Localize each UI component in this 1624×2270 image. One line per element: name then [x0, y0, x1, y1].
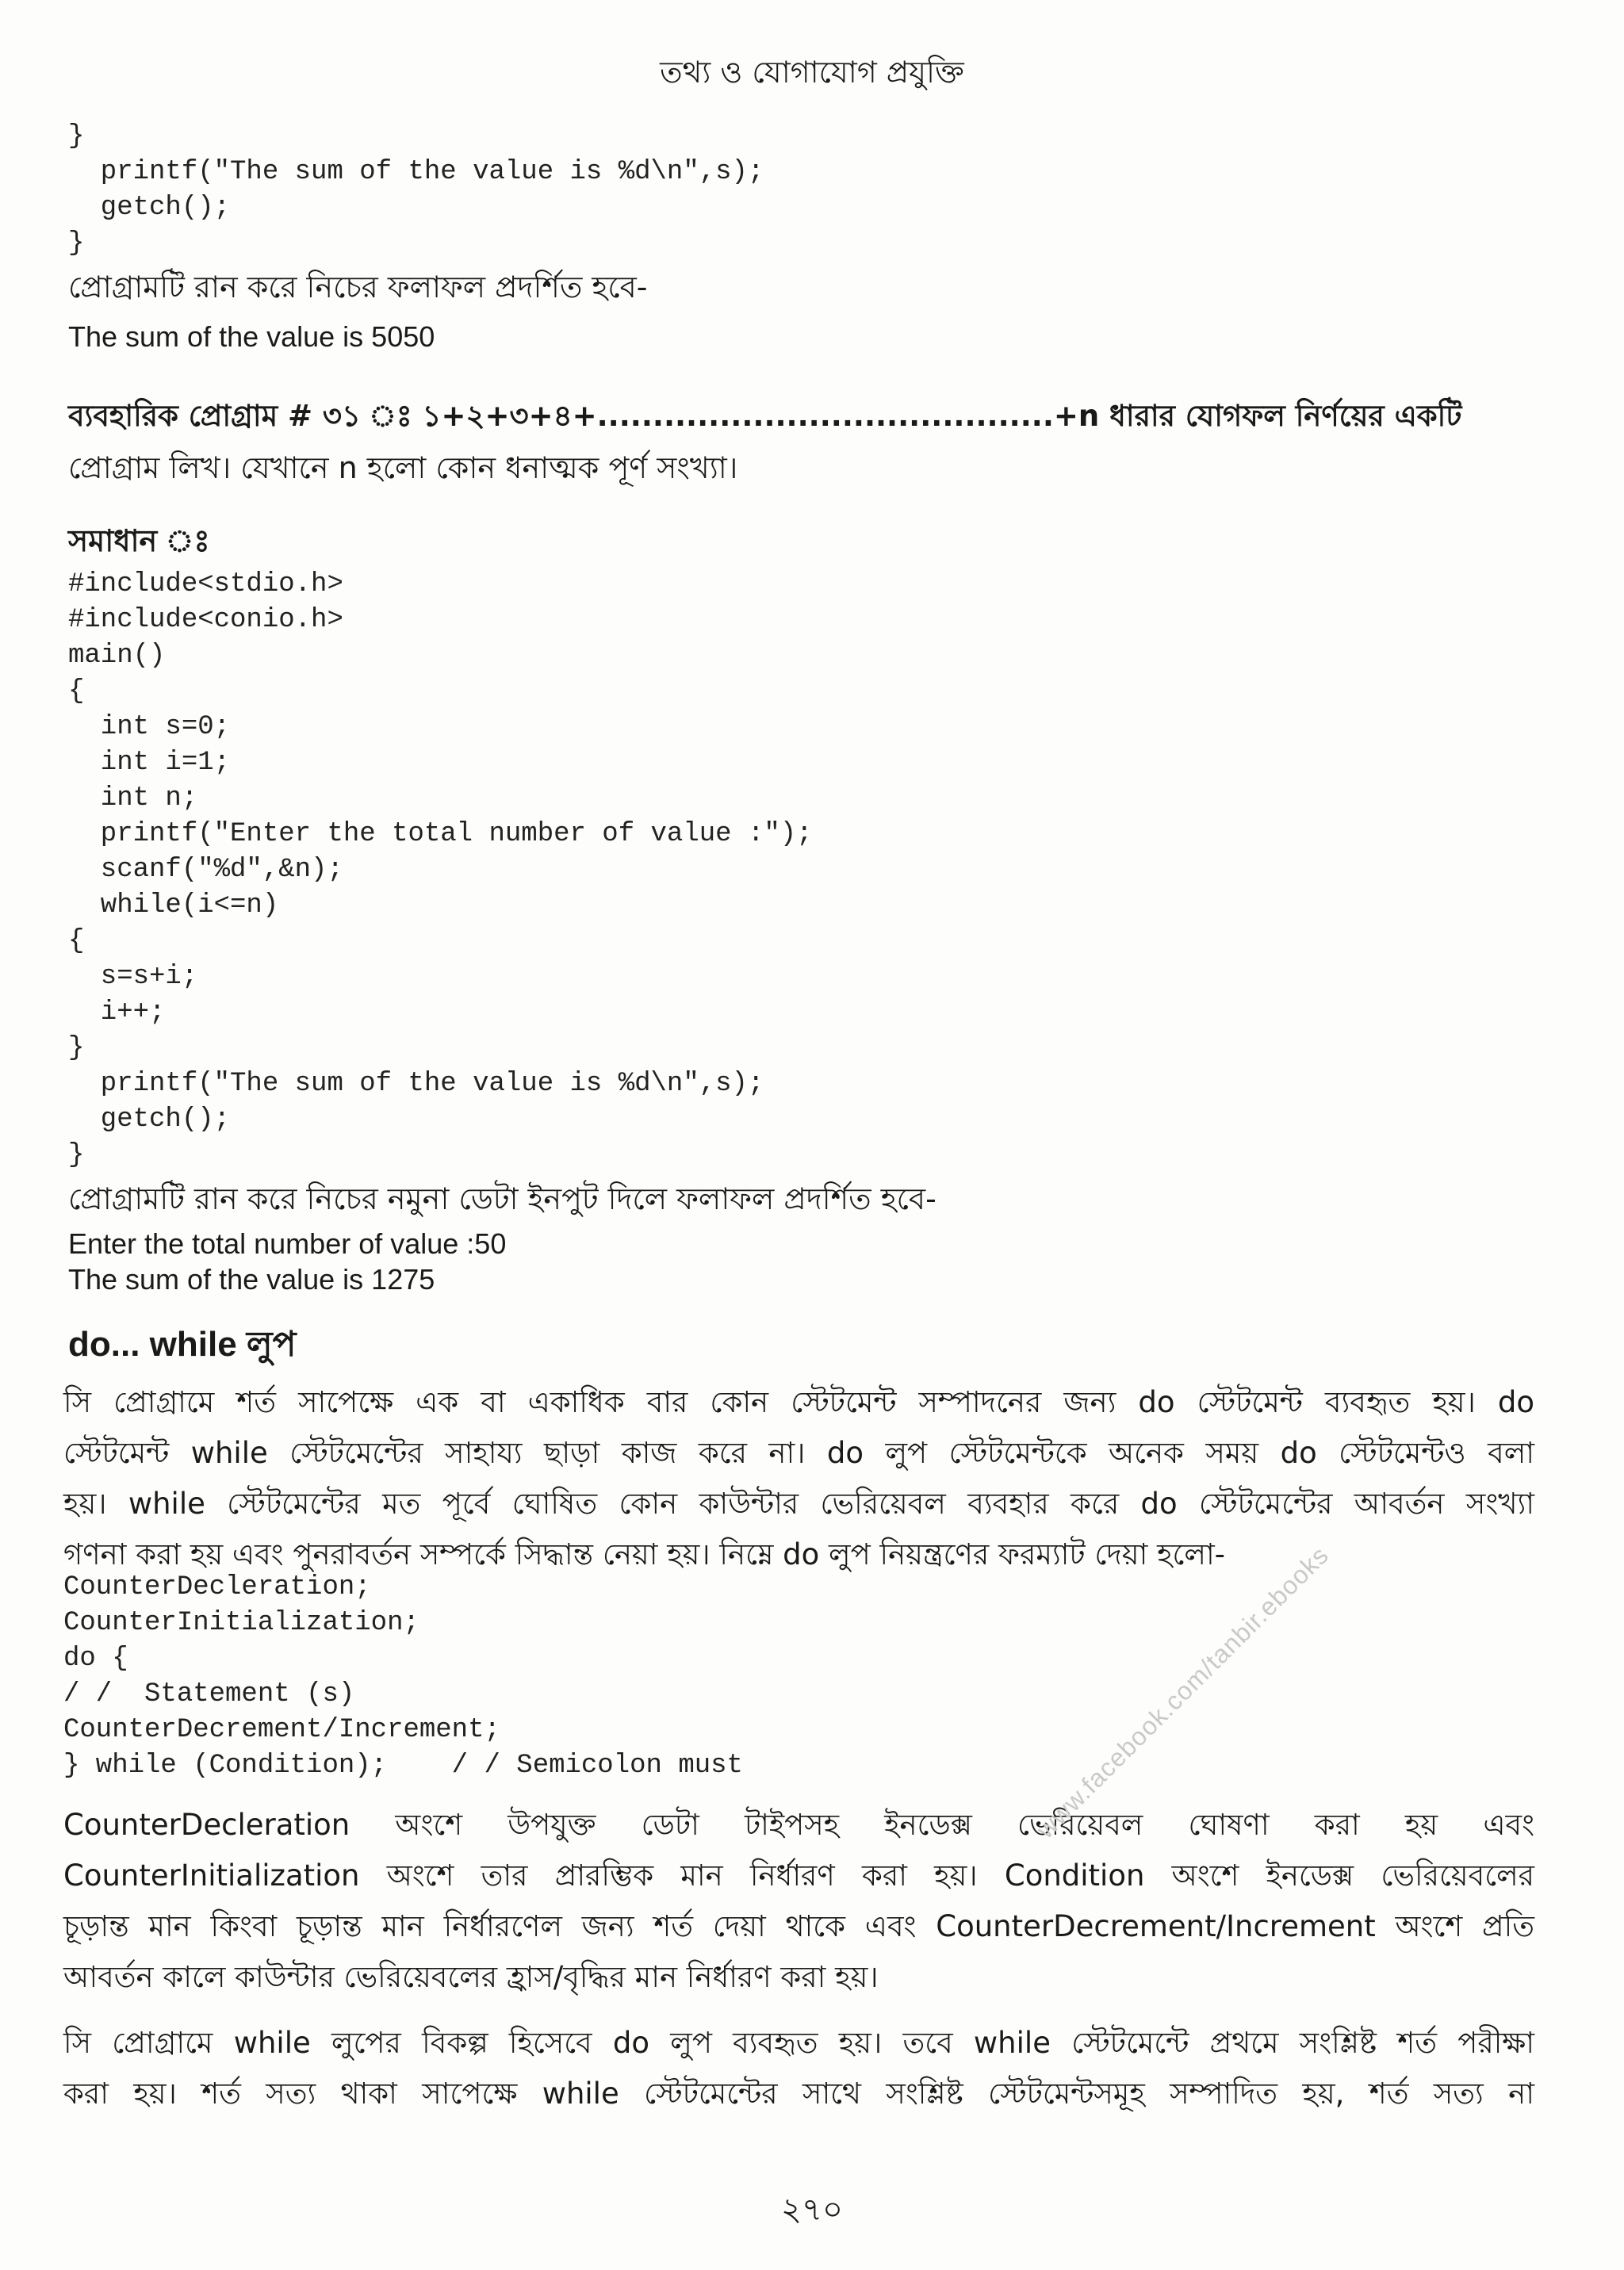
- paragraph-line: আবর্তন কালে কাউন্টার ভেরিয়েবলের হ্রাস/বৃদ্ধির মান নির্ধারণ করা হয়।: [63, 1960, 879, 1994]
- code-line: printf("The sum of the value is %d\n",s);: [68, 1069, 764, 1099]
- code-line: CounterInitialization;: [63, 1608, 419, 1638]
- program31-output-line1: Enter the total number of value :50: [68, 1227, 507, 1260]
- do-while-paragraph-3: [63, 2018, 1534, 2119]
- code-line: scanf("%d",&n);: [68, 855, 343, 885]
- paragraph-line: করা হয়। শর্ত সত্য থাকা সাপেক্ষে while স্টেটমেন্টের সাথে সংশ্লিষ্ট স্টেটমেন্টসমূহ সম্পাদিত হয়, শর্ত সত্য না: [63, 2077, 1534, 2111]
- program31-output-line2: The sum of the value is 1275: [68, 1263, 435, 1296]
- do-while-format-code: [63, 1570, 743, 1784]
- code-line: / / Statement (s): [63, 1679, 355, 1709]
- code-line: int i=1;: [68, 748, 231, 778]
- paragraph-line: CounterInitialization অংশে তার প্রারম্ভিক মান নির্ধারণ করা হয়। Condition অংশে ইনডেক্স ভেরিয়েবলের: [63, 1858, 1534, 1893]
- program31-code-block: [68, 567, 813, 1173]
- code-line: s=s+i;: [68, 962, 198, 992]
- code-line: #include<conio.h>: [68, 605, 343, 635]
- code-line: }: [68, 228, 85, 258]
- code-line: }: [68, 1033, 85, 1063]
- code-line: i++;: [68, 997, 166, 1028]
- code-line: {: [68, 926, 85, 956]
- code-line: main(): [68, 641, 166, 671]
- code-line: while(i<=n): [68, 890, 279, 921]
- code-line: #include<stdio.h>: [68, 569, 343, 599]
- paragraph-line: CounterDecleration অংশে উপযুক্ত ডেটা টাইপসহ ইনডেক্স ভেরিয়েবল ঘোষণা করা হয় এবং: [63, 1808, 1534, 1842]
- do-while-paragraph-2: [63, 1800, 1534, 2003]
- paragraph-line: সি প্রোগ্রামে while লুপের বিকল্প হিসেবে do লুপ ব্যবহৃত হয়। তবে while স্টেটমেন্টে প্রথমে সংশ্লিষ্ট শর্ত পরীক্ষা: [63, 2026, 1534, 2060]
- top-result-intro: প্রোগ্রামটি রান করে নিচের ফলাফল প্রদর্শিত হবে-: [68, 270, 648, 304]
- code-line: do {: [63, 1644, 128, 1674]
- program31-title-line1: ব্যবহারিক প্রোগ্রাম # ৩১ ঃ ১+২+৩+৪+.........................................+n ধারার যোগফল নির্ণয়ের একটি: [68, 399, 1462, 433]
- watermark: www.facebook.com/tanbir.ebooks: [1031, 1540, 1335, 1844]
- paragraph-line: গণনা করা হয় এবং পুনরাবর্তন সম্পর্কে সিদ্ধান্ত নেয়া হয়। নিম্নে do লুপ নিয়ন্ত্রণের ফরম্যাট দেয়া হলো-: [63, 1537, 1226, 1571]
- code-line: printf("The sum of the value is %d\n",s);: [68, 157, 764, 187]
- solution-label: সমাধান ঃ: [68, 523, 210, 558]
- top-output: The sum of the value is 5050: [68, 320, 435, 353]
- code-line: int n;: [68, 783, 198, 813]
- program31-title-line2: প্রোগ্রাম লিখ। যেখানে n হলো কোন ধনাত্মক পূর্ণ সংখ্যা।: [68, 450, 738, 485]
- paragraph-line: সি প্রোগ্রামে শর্ত সাপেক্ষে এক বা একাধিক বার কোন স্টেটমেন্ট সম্পাদনের জন্য do স্টেটমেন্ট ব্যবহৃত হয়। do: [63, 1385, 1534, 1419]
- code-line: {: [68, 676, 85, 706]
- code-line: CounterDecrement/Increment;: [63, 1715, 500, 1745]
- code-line: } while (Condition); / / Semicolon must: [63, 1751, 743, 1781]
- paragraph-line: হয়। while স্টেটমেন্টের মত পূর্বে ঘোষিত কোন কাউন্টার ভেরিয়েবল ব্যবহার করে do স্টেটমেন্টের আবর্তন সংখ্যা: [63, 1487, 1534, 1521]
- paragraph-line: চূড়ান্ত মান কিংবা চূড়ান্ত মান নির্ধারণেল জন্য শর্ত দেয়া থাকে এবং CounterDecrement/Increment অংশে প্রতি: [63, 1909, 1534, 1943]
- paragraph-line: স্টেটমেন্ট while স্টেটমেন্টের সাহায্য ছাড়া কাজ করে না। do লুপ স্টেটমেন্টকে অনেক সময় do স্টেটমেন্টও বলা: [63, 1436, 1534, 1470]
- page-number: ২৭০: [780, 2192, 844, 2228]
- code-line: CounterDecleration;: [63, 1572, 371, 1602]
- code-line: getch();: [68, 193, 231, 223]
- code-line: getch();: [68, 1104, 231, 1135]
- code-line: int s=0;: [68, 712, 231, 742]
- top-code-block: [68, 119, 764, 262]
- code-line: printf("Enter the total number of value :");: [68, 819, 813, 849]
- do-while-heading: do... while লুপ: [68, 1325, 297, 1364]
- code-line: }: [68, 1140, 85, 1170]
- code-line: }: [68, 121, 85, 151]
- page-header: তথ্য ও যোগাযোগ প্রযুক্তি: [660, 55, 964, 90]
- program31-result-intro: প্রোগ্রামটি রান করে নিচের নমুনা ডেটা ইনপুট দিলে ফলাফল প্রদর্শিত হবে-: [68, 1181, 936, 1216]
